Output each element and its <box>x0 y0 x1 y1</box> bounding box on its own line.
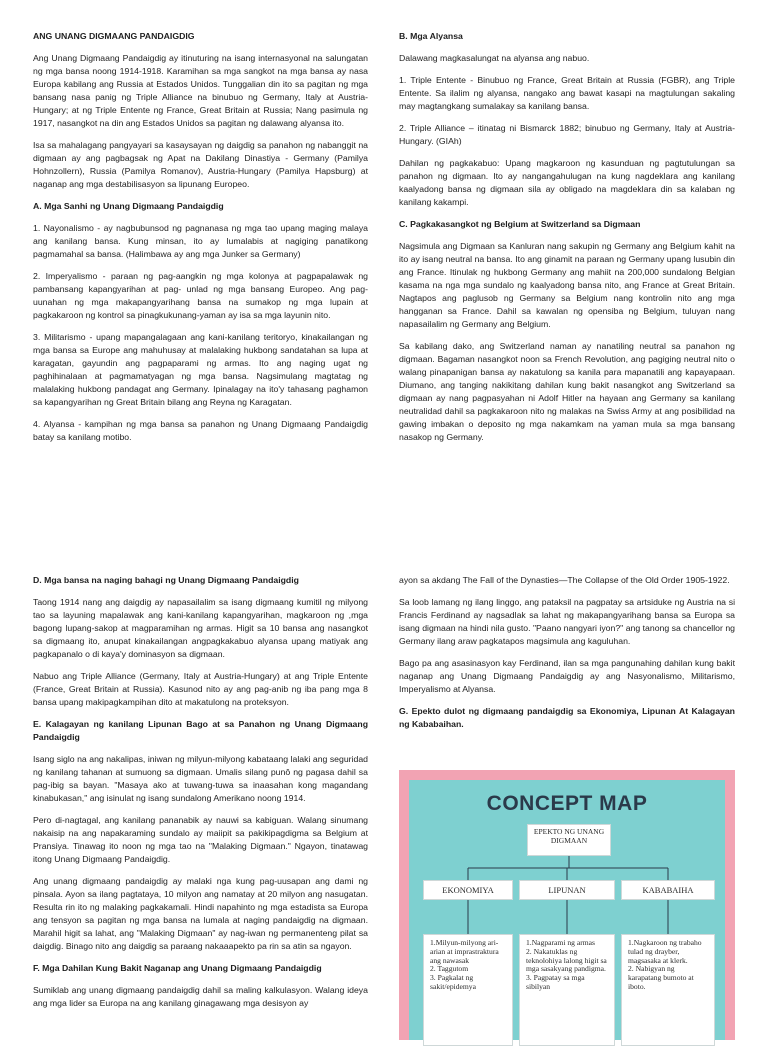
cause-alliance: 4. Alyansa - kampihan ng mga bansa sa panahon ng Unang Digmaang Pandaigdig batay sa kanilang motibo. <box>33 419 368 442</box>
concept-map-society: LIPUNAN <box>519 880 615 900</box>
concept-map-title: CONCEPT MAP <box>486 792 648 815</box>
heading-f: F. Mga Dahilan Kung Bakit Naganap ang Unang Digmaang Pandaigdig <box>33 963 322 973</box>
society-paragraph-1: Isang siglo na ang nakalipas, iniwan ng milyun-milyong kabataang lalaki ang seguridad ng kanilang tahanan at sumuong sa digmaan. Umalis silang punô ng pagasa dahil sa pag-ibig sa bayan. "Masaya ako at tuwang-tuwa sa inaasahan kong magandang kinabukasan," ang isinulat ng isang sundalong Amerikano noong 1914. <box>33 754 368 803</box>
dynasties-paragraph: ayon sa akdang The Fall of the Dynasties—The Collapse of the Old Order 1905-1922. <box>399 575 730 585</box>
triple-alliance: 2. Triple Alliance – itinatag ni Bismarck 1882; binubuo ng Germany, Italy at Austria- Hungary. (GIAh) <box>399 123 735 146</box>
column-3 <box>33 574 368 1019</box>
concept-map-frame <box>399 770 735 1040</box>
ferdinand-paragraph: Sa loob lamang ng ilang linggo, ang pataksil na pagpatay sa artsiduke ng Austria na si Francis Ferdinand ay nagsadlak sa lahat ng makapangyarihang bansa sa Europa sa isang digmaan na hindi nila gusto. "Paano nangyari iyon?" ang tanong sa chancellor ng Germany ilang araw pagkatapos magsimula ang kaguluhan. <box>399 597 735 646</box>
heading-g: G. Epekto dulot ng digmaang pandaigdig sa Ekonomiya, Lipunan At Kalagayan ng Kababaihan. <box>399 706 735 729</box>
concept-map-society-details: 1.Nagparami ng armas 2. Nakatuklas ng teknolohiya lalong higit sa mga sasakyang pandigma. 3. Pagpatay sa mga sibilyan <box>519 934 615 1046</box>
concept-map-economy: EKONOMIYA <box>423 880 513 900</box>
heading-a: A. Mga Sanhi ng Unang Digmaang Pandaigdig <box>33 201 224 211</box>
concept-map-panel <box>409 780 725 1040</box>
triple-entente: 1. Triple Entente - Binubuo ng France, Great Britain at Russia (FGBR), ang Triple Entente. Sa ilalim ng alyansa, nangako ang bawat kasapi na magtulungan sakaling may magtangkang sumalakay sa kanilang bansa. <box>399 75 735 111</box>
column-2 <box>399 30 735 453</box>
countries-paragraph: Taong 1914 nang ang daigdig ay napasailalim sa isang digmaang kumitil ng milyong tao sa layuning mapalawak ang kani-kanilang kapangyarihan, magkaroon ng ,mga bagong lupang-sakop at magparamihan ng armas. Higit sa 10 bansa ang nasangkot sa digmaang ito, anupat kinakailangan angpagkakabuo alyansa upang matiyak ang pagkapanalo o di kaya'y dominasyon sa digmaan. <box>33 597 368 659</box>
cause-militarism: 3. Militarismo - upang mapangalagaan ang kani-kanilang teritoryo, kinakailangan ng mga bansa sa Europe ang mahuhusay at malalaking hukbong sandatahan sa lupa at karagatan, gayundin ang pagpaparami ng armas. Ito ang naging ugat ng paghihinalaan at pagmamatyagan ng mga bansa. Nagsimulang magtatag ng malalaking hukbong pandagat ang Germany. Ipinalagay na ito'y tahasang paghamon sa kapangyarihan ng Great Britain bilang ang Reyna ng Karagatan. <box>33 332 368 407</box>
concept-map-women-details: 1.Nagkaroon ng trabaho tulad ng drayber, magsasaka at klerk. 2. Nabigyan ng karapatang bumoto at iboto. <box>621 934 715 1046</box>
heading-d: D. Mga bansa na naging bahagi ng Unang Digmaang Pandaigdig <box>33 575 299 585</box>
society-paragraph-3: Ang unang digmaang pandaigdig ay malaki nga kung pag-uusapan ang dami ng pinsala. Ayon sa ilang pagtataya, 10 milyon ang namatay at 20 milyon ang nasugatan. Resulta rin ito ng malaking pagkakamali. Hindi napahinto ng mga estadista sa Europa ang tensyon sa pagitan ng mga bansa na lumala at naging pandaigdig na digmaan. Marahil higit sa lahat, ang "Malaking Digmaan" ay nag-iwan ng permanenteng pilat sa daigdig. Binago nito ang daigdig sa paraang nakaaapekto pa rin sa atin sa ngayon. <box>33 876 368 951</box>
document-title: ANG UNANG DIGMAANG PANDAIGDIG <box>33 31 195 41</box>
alliances-intro: Dalawang magkasalungat na alyansa ang nabuo. <box>399 53 590 63</box>
column-1 <box>33 30 368 453</box>
belgium-paragraph: Nagsimula ang Digmaan sa Kanluran nang sakupin ng Germany ang Belgium kahit na ito ay isang neutral na bansa. Ito ang ginamit na paraan ng Germany upang lusubin din ang France. Itinulak ng hukbong Germany ang mahiit na 200,000 sundalong Belgian kasama na nga mga sundalo ng kaalyadong bansa nito, ang France at Great Britain. Nagtapos ang paglusob ng Germany sa Belgium nang kontrolin nito ang mga hangganan sa France. Dahil sa kawalan ng opensiba ng Belgium, tuluyan nang napasailalim ng Germany ang Belgium. <box>399 241 735 329</box>
alliances-formed-paragraph: Nabuo ang Triple Alliance (Germany, Italy at Austria-Hungary) at ang Triple Entente (France, Great Britain at Russia). Kasunod nito ay ang pag-anib ng iba pang mga 8 bansa upang makipagkampihan dito at makatulong na proteksyon. <box>33 671 368 707</box>
main-causes-paragraph: Bago pa ang asasinasyon kay Ferdinand, ilan sa mga pangunahing dahilan kung bakit naganap ang Unang Digmaang Pandaigdig ay ang Nasyonalismo, Militarismo, Imperyalismo at Alyansa. <box>399 658 735 694</box>
society-paragraph-2: Pero di-nagtagal, ang kanilang pananabik ay nauwi sa kabiguan. Walang sinumang nakaisip na ang napakaraming sundalo ay maiipit sa pakikipagdigma sa Belgium at Pransiya. Tinawag ito noon ng mga tao na "Malaking Digmaan." Ngayon, tinatawag itong Unang Digmaang Pandaigdig. <box>33 815 368 864</box>
concept-map-economy-details: 1.Milyun-milyong ari-arian at imprastraktura ang nawasak 2. Taggutom 3. Pagkalat ng sakit/epidemya <box>423 934 513 1046</box>
dynasty-paragraph: Isa sa mahalagang pangyayari sa kasaysayan ng daigdig sa panahon ng nabanggit na digmaan ay ang pagbagsak ng Apat na Dakilang Dinastiya - Germany (Pamilya Hohnzollern), Russia (Pamilya Romanov), Austria-Hungary (Pamilya Hapsburg) at naganap ang mga destabilisasyon sa lipunang Europeo. <box>33 140 368 189</box>
cause-nationalism: 1. Nayonalismo - ay nagbubunsod ng pagnanasa ng mga tao upang maging malaya ang kanilang bansa. Kung minsan, ito ay lumalabis at nagiging panatikong pagmamahal sa bansa. (Halimbawa ay ang mga Junker sa Germany) <box>33 223 368 259</box>
heading-e: E. Kalagayan ng kanilang Lipunan Bago at sa Panahon ng Unang Digmaang Pandaigdig <box>33 719 368 742</box>
alliance-reason: Dahilan ng pagkakabuo: Upang magkaroon ng kasunduan ng pagtutulungan sa panahon ng digmaan. Ito ay nangangahulugan na kung nagdeklara ang kanilang kaalyadong bansa ng digmaan sila ay obligado na magdeklara din sa kalaban ng kanilang kakampi. <box>399 158 735 207</box>
concept-map-center: EPEKTO NG UNANG DIGMAAN <box>527 824 611 856</box>
heading-c: C. Pagkakasangkot ng Belgium at Switzerland sa Digmaan <box>399 219 641 229</box>
switzerland-paragraph: Sa kabilang dako, ang Switzerland naman ay nanatiling neutral sa panahon ng digmaan. Bagaman nasangkot noon sa French Revolution, ang pagiging neutral nito o walang pinapanigan bansa ay nakatulong sa kanila para mapanatili ang kapayapaan. Diumano, ang tanging nakikitang dahilan kung bakit nasangkot ang Switzerland sa digmaan ay nang pagpasyahan ni Adolf Hitler na hayaan ang Germany sa kanilang neutralidad dahil sa pagkakaroon nito ng malakas na Swiss Army at ang posibilidad na gawing imbakan o deposito ng mga nakamkam na yaman mula sa mga bansang nasakop ng Germany. <box>399 341 735 442</box>
reasons-paragraph: Sumiklab ang unang digmaang pandaigdig dahil sa maling kalkulasyon. Walang ideya ang mga lider sa Europa na ang kanilang ginagawang mga desisyon ay <box>33 985 368 1008</box>
concept-map-women: KABABAIHA <box>621 880 715 900</box>
intro-paragraph: Ang Unang Digmaang Pandaigdig ay itinuturing na isang internasyonal na salungatan ng mga bansa noong 1914-1918. Karamihan sa mga sangkot na mga bansa ay nasa Europa kabilang ang Russia at Estados Unidos. Tunggalian din ito sa pagitan ng mga bansang nasa panig ng Triple Alliance na binubuo ng Germany, Italy at Austria-Hungary; at ng Triple Entente ng France, Great Britain at Russia; Nang pasimula ng 1917, nasangkot na din ang Estados Unidos sa pagitan ng dalawang alyansa ito. <box>33 53 368 128</box>
cause-imperialism: 2. Imperyalismo - paraan ng pag-aangkin ng mga kolonya at pagpapalawak ng pambansang kapangyarihan at pag- unlad ng mga bansang Europeo. Ang pag-uunahan ng mga makapangyarihang bansa na sumakop ng mga lupain at pagkakaroon ng kontrol sa pinagkukunang-yaman ay isa sa mga layunin nito. <box>33 271 368 320</box>
heading-b: B. Mga Alyansa <box>399 31 463 41</box>
column-4 <box>399 574 735 740</box>
